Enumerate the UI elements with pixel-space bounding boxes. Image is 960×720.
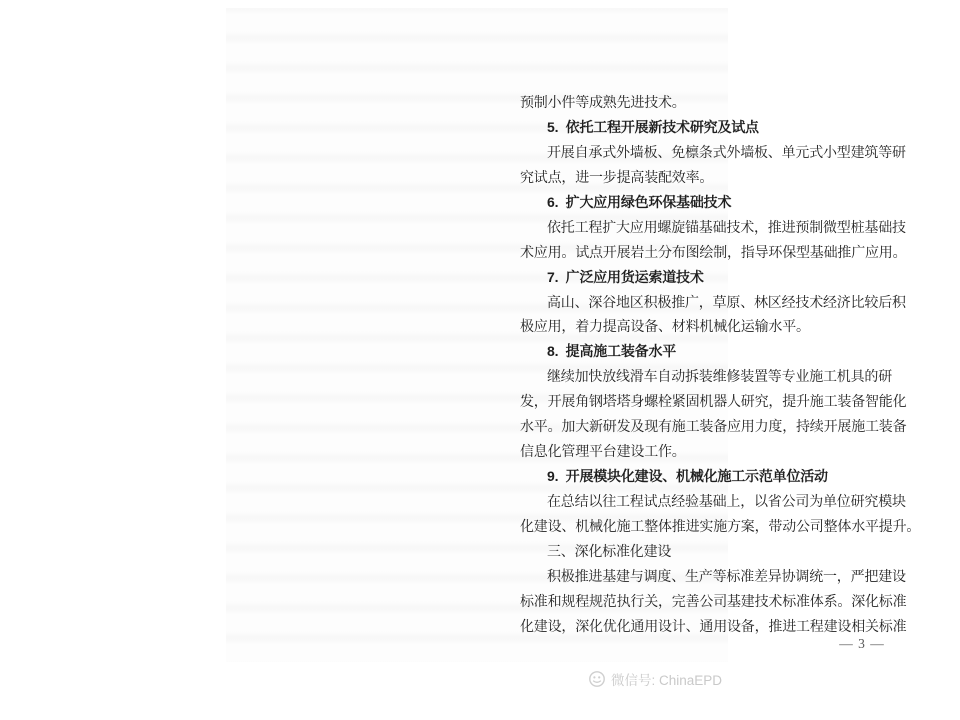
doc-line: 究试点，进一步提高装配效率。 xyxy=(520,168,714,185)
doc-line: 极应用，着力提高设备、材料机械化运输水平。 xyxy=(520,318,810,335)
doc-heading-line: 8. 提高施工装备水平 xyxy=(547,343,677,360)
doc-line: 继续加快放线滑车自动拆装维修装置等专业施工机具的研 xyxy=(547,368,892,385)
doc-line: 信息化管理平台建设工作。 xyxy=(520,443,686,460)
document-page xyxy=(226,8,921,662)
watermark-label: 微信号: ChinaEPD xyxy=(611,673,723,688)
doc-heading-line: 7. 广泛应用货运索道技术 xyxy=(547,268,704,285)
doc-line: 化建设，深化优化通用设计、通用设备，推进工程建设相关标准 xyxy=(520,617,907,634)
page-number: — 3 — xyxy=(839,636,885,651)
doc-line: 水平。加大新研发及现有施工装备应用力度，持续开展施工装备 xyxy=(520,418,907,435)
doc-line: 术应用。试点开展岩土分布图绘制，指导环保型基础推广应用。 xyxy=(520,243,907,260)
doc-line: 开展自承式外墙板、免檩条式外墙板、单元式小型建筑等研 xyxy=(547,143,906,160)
doc-line: 三、深化标准化建设 xyxy=(547,542,672,559)
doc-line: 化建设、机械化施工整体推进实施方案，带动公司整体水平提升。 xyxy=(520,517,921,534)
document-lines xyxy=(520,90,921,639)
doc-line: 发，开展角钢塔塔身螺栓紧固机器人研究，提升施工装备智能化 xyxy=(520,393,907,410)
doc-line: 标准和规程规范执行关，完善公司基建技术标准体系。深化标准 xyxy=(520,592,907,609)
doc-line: 高山、深谷地区积极推广，草原、林区经技术经济比较后积 xyxy=(547,293,906,310)
doc-heading-line: 9. 开展模块化建设、机械化施工示范单位活动 xyxy=(547,468,828,485)
wechat-face-icon xyxy=(588,670,606,688)
doc-line: 积极推进基建与调度、生产等标准差异协调统一，严把建设 xyxy=(547,567,906,584)
doc-line: 在总结以往工程试点经验基础上，以省公司为单位研究模块 xyxy=(547,493,906,509)
doc-heading-line: 6. 扩大应用绿色环保基础技术 xyxy=(547,193,732,210)
doc-heading-line: 5. 依托工程开展新技术研究及试点 xyxy=(547,118,759,135)
doc-line: 依托工程扩大应用螺旋锚基础技术，推进预制微型桩基础技 xyxy=(547,218,906,235)
doc-line: 预制小件等成熟先进技术。 xyxy=(520,94,686,110)
wechat-watermark xyxy=(588,669,722,689)
